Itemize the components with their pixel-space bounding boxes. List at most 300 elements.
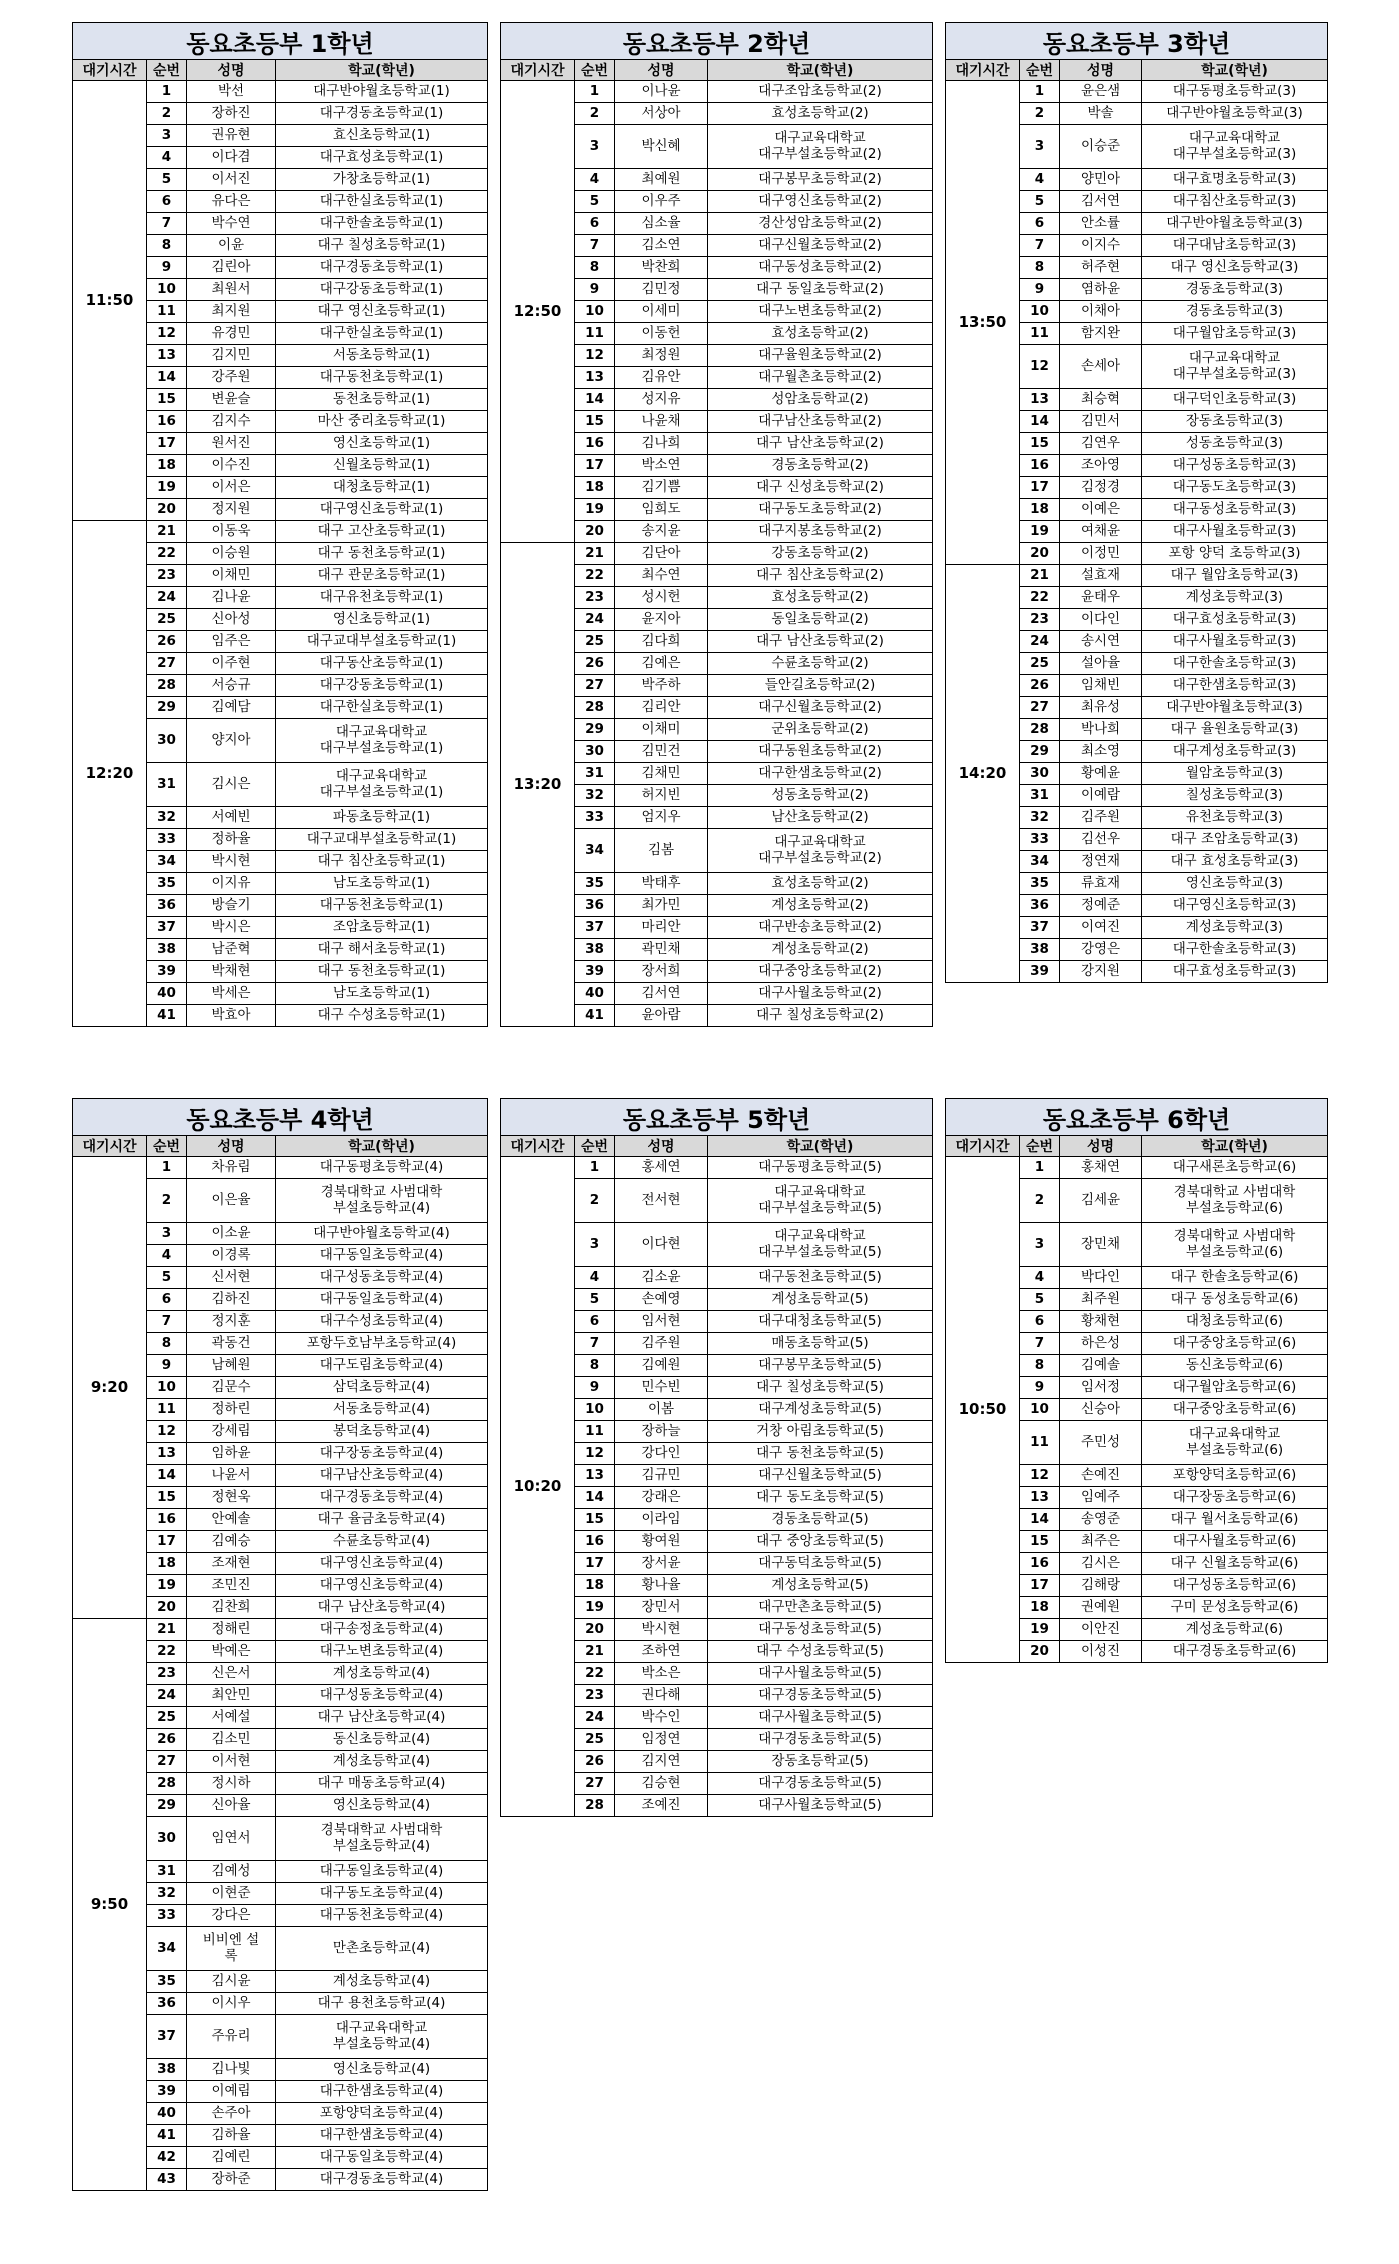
order-number: 28 [575, 1795, 615, 1817]
school-grade: 대구경동초등학교(5) [708, 1685, 933, 1707]
order-number: 12 [575, 345, 615, 367]
school-grade: 대구대남초등학교(3) [1142, 235, 1328, 257]
student-name: 임서정 [1060, 1377, 1142, 1399]
order-number: 5 [147, 169, 187, 191]
order-number: 30 [147, 719, 187, 763]
order-number: 11 [147, 1399, 187, 1421]
order-number: 4 [1020, 1267, 1060, 1289]
order-number: 16 [1020, 455, 1060, 477]
school-grade: 대구사월초등학교(5) [708, 1663, 933, 1685]
school-grade: 대구사월초등학교(6) [1142, 1531, 1328, 1553]
order-number: 3 [575, 1223, 615, 1267]
school-grade: 수륜초등학교(2) [708, 653, 933, 675]
school-grade: 대구동천초등학교(1) [276, 367, 488, 389]
grade-table [500, 22, 933, 1027]
student-name: 김서연 [1060, 191, 1142, 213]
school-grade: 계성초등학교(3) [1142, 917, 1328, 939]
order-number: 13 [147, 345, 187, 367]
student-name: 강지원 [1060, 961, 1142, 983]
school-grade: 대구만촌초등학교(5) [708, 1597, 933, 1619]
student-name: 안소률 [1060, 213, 1142, 235]
student-name: 임연서 [187, 1817, 276, 1861]
school-grade: 대구신월초등학교(5) [708, 1465, 933, 1487]
school-grade: 대구새론초등학교(6) [1142, 1157, 1328, 1179]
school-grade: 효신초등학교(1) [276, 125, 488, 147]
student-name: 허주현 [1060, 257, 1142, 279]
school-grade: 경산성암초등학교(2) [708, 213, 933, 235]
school-grade: 대구강동초등학교(1) [276, 675, 488, 697]
order-number: 25 [147, 609, 187, 631]
student-name: 박다인 [1060, 1267, 1142, 1289]
school-grade: 대구 동천초등학교(5) [708, 1443, 933, 1465]
school-grade: 들안길초등학교(2) [708, 675, 933, 697]
header-wait-time: 대기시간 [946, 1136, 1020, 1157]
school-grade: 대구 수성초등학교(1) [276, 1005, 488, 1027]
student-name: 장하늘 [615, 1421, 708, 1443]
grade-table [72, 1098, 488, 2191]
school-grade: 대구사월초등학교(5) [708, 1707, 933, 1729]
student-name: 유다은 [187, 191, 276, 213]
school-grade: 장동초등학교(3) [1142, 411, 1328, 433]
student-name: 이예림 [187, 2081, 276, 2103]
header-order: 순번 [147, 1136, 187, 1157]
school-grade: 경동초등학교(2) [708, 455, 933, 477]
school-grade: 대구경동초등학교(5) [708, 1773, 933, 1795]
student-name: 이서은 [187, 477, 276, 499]
school-grade: 대구한실초등학교(1) [276, 697, 488, 719]
student-name: 조하연 [615, 1641, 708, 1663]
school-grade: 동일초등학교(2) [708, 609, 933, 631]
order-number: 19 [147, 477, 187, 499]
student-name: 최예원 [615, 169, 708, 191]
school-grade: 대구월암초등학교(3) [1142, 323, 1328, 345]
order-number: 15 [575, 1509, 615, 1531]
order-number: 4 [575, 169, 615, 191]
school-grade: 경북대학교 사범대학 부설초등학교(4) [276, 1817, 488, 1861]
student-name: 김시윤 [187, 1971, 276, 1993]
student-name: 김시은 [187, 763, 276, 807]
order-number: 22 [1020, 587, 1060, 609]
student-name: 김소연 [615, 235, 708, 257]
student-name: 박신혜 [615, 125, 708, 169]
wait-time: 9:20 [73, 1157, 147, 1619]
school-grade: 대구 남산초등학교(4) [276, 1707, 488, 1729]
order-number: 15 [147, 389, 187, 411]
student-name: 정해린 [187, 1619, 276, 1641]
table-row [73, 81, 488, 103]
student-name: 여채윤 [1060, 521, 1142, 543]
school-grade: 대구경동초등학교(1) [276, 103, 488, 125]
student-name: 김예승 [187, 1531, 276, 1553]
school-grade: 대구 용천초등학교(4) [276, 1993, 488, 2015]
school-grade: 대구사월초등학교(2) [708, 983, 933, 1005]
student-name: 김지수 [187, 411, 276, 433]
table-row [946, 565, 1328, 587]
school-grade: 대구봉무초등학교(2) [708, 169, 933, 191]
student-name: 박나희 [1060, 719, 1142, 741]
school-grade: 대구동산초등학교(1) [276, 653, 488, 675]
school-grade: 대구한실초등학교(1) [276, 323, 488, 345]
order-number: 35 [147, 873, 187, 895]
grade-table [72, 22, 488, 1027]
grade-title: 동요초등부 1학년 [73, 23, 488, 60]
student-name: 남준혁 [187, 939, 276, 961]
order-number: 32 [147, 1883, 187, 1905]
order-number: 18 [575, 1575, 615, 1597]
school-grade: 대구성동초등학교(3) [1142, 455, 1328, 477]
order-number: 38 [147, 2059, 187, 2081]
order-number: 10 [1020, 1399, 1060, 1421]
school-grade: 대구동덕초등학교(5) [708, 1553, 933, 1575]
student-name: 김지연 [615, 1751, 708, 1773]
school-grade: 대구덕인초등학교(3) [1142, 389, 1328, 411]
student-name: 이동헌 [615, 323, 708, 345]
header-order: 순번 [147, 60, 187, 81]
school-grade: 대구 조암초등학교(3) [1142, 829, 1328, 851]
school-grade: 남도초등학교(1) [276, 983, 488, 1005]
student-name: 장민서 [615, 1597, 708, 1619]
header-name: 성명 [1060, 1136, 1142, 1157]
order-number: 7 [1020, 1333, 1060, 1355]
order-number: 38 [1020, 939, 1060, 961]
school-grade: 성암초등학교(2) [708, 389, 933, 411]
order-number: 20 [1020, 1641, 1060, 1663]
school-grade: 대구한샘초등학교(3) [1142, 675, 1328, 697]
student-name: 김예은 [615, 653, 708, 675]
school-grade: 대구반야월초등학교(3) [1142, 697, 1328, 719]
order-number: 5 [1020, 191, 1060, 213]
school-grade: 대구지봉초등학교(2) [708, 521, 933, 543]
order-number: 7 [575, 235, 615, 257]
student-name: 권다해 [615, 1685, 708, 1707]
school-grade: 동신초등학교(4) [276, 1729, 488, 1751]
header-name: 성명 [615, 1136, 708, 1157]
order-number: 24 [147, 1685, 187, 1707]
student-name: 이예은 [1060, 499, 1142, 521]
order-number: 21 [575, 543, 615, 565]
school-grade: 대구영신초등학교(2) [708, 191, 933, 213]
school-grade: 유천초등학교(3) [1142, 807, 1328, 829]
school-grade: 대구 동성초등학교(6) [1142, 1289, 1328, 1311]
school-grade: 효성초등학교(2) [708, 587, 933, 609]
order-number: 17 [147, 1531, 187, 1553]
student-name: 양지아 [187, 719, 276, 763]
student-name: 장하준 [187, 2169, 276, 2191]
school-grade: 계성초등학교(4) [276, 1751, 488, 1773]
school-grade: 영신초등학교(3) [1142, 873, 1328, 895]
order-number: 9 [1020, 279, 1060, 301]
order-number: 1 [147, 1157, 187, 1179]
order-number: 31 [147, 763, 187, 807]
school-grade: 대구동원초등학교(2) [708, 741, 933, 763]
school-grade: 대구반야월초등학교(4) [276, 1223, 488, 1245]
table-row [501, 81, 933, 103]
student-name: 김민서 [1060, 411, 1142, 433]
student-name: 임예주 [1060, 1487, 1142, 1509]
student-name: 정현욱 [187, 1487, 276, 1509]
student-name: 정예준 [1060, 895, 1142, 917]
student-name: 김단아 [615, 543, 708, 565]
school-grade: 대구신월초등학교(2) [708, 697, 933, 719]
student-name: 김찬희 [187, 1597, 276, 1619]
header-wait-time: 대기시간 [73, 60, 147, 81]
order-number: 38 [575, 939, 615, 961]
school-grade: 성동초등학교(2) [708, 785, 933, 807]
school-grade: 매동초등학교(5) [708, 1333, 933, 1355]
student-name: 변윤슬 [187, 389, 276, 411]
order-number: 29 [147, 697, 187, 719]
order-number: 7 [147, 1311, 187, 1333]
student-name: 나윤채 [615, 411, 708, 433]
school-grade: 대구동도초등학교(3) [1142, 477, 1328, 499]
school-grade: 칠성초등학교(3) [1142, 785, 1328, 807]
school-grade: 대구사월초등학교(3) [1142, 631, 1328, 653]
order-number: 28 [575, 697, 615, 719]
student-name: 강다인 [615, 1443, 708, 1465]
order-number: 19 [575, 499, 615, 521]
school-grade: 포항두호남부초등학교(4) [276, 1333, 488, 1355]
order-number: 29 [1020, 741, 1060, 763]
school-grade: 거창 아림초등학교(5) [708, 1421, 933, 1443]
order-number: 26 [575, 1751, 615, 1773]
student-name: 이경록 [187, 1245, 276, 1267]
student-name: 양민아 [1060, 169, 1142, 191]
student-name: 손주아 [187, 2103, 276, 2125]
order-number: 19 [1020, 521, 1060, 543]
school-grade: 대구 동천초등학교(1) [276, 961, 488, 983]
order-number: 10 [1020, 301, 1060, 323]
school-grade: 대구한샘초등학교(4) [276, 2081, 488, 2103]
order-number: 1 [575, 81, 615, 103]
order-number: 22 [575, 1663, 615, 1685]
school-grade: 경북대학교 사범대학 부설초등학교(6) [1142, 1179, 1328, 1223]
order-number: 13 [575, 1465, 615, 1487]
order-number: 9 [147, 257, 187, 279]
student-name: 이승원 [187, 543, 276, 565]
student-name: 김하율 [187, 2125, 276, 2147]
order-number: 8 [1020, 1355, 1060, 1377]
order-number: 18 [147, 455, 187, 477]
school-grade: 포항 양덕 초등학교(3) [1142, 543, 1328, 565]
order-number: 39 [575, 961, 615, 983]
school-grade: 대구경동초등학교(6) [1142, 1641, 1328, 1663]
student-name: 김소민 [187, 1729, 276, 1751]
student-name: 장서희 [615, 961, 708, 983]
school-grade: 대구 칠성초등학교(2) [708, 1005, 933, 1027]
student-name: 나윤서 [187, 1465, 276, 1487]
school-grade: 대구 수성초등학교(5) [708, 1641, 933, 1663]
order-number: 6 [1020, 213, 1060, 235]
school-grade: 포항양덕초등학교(6) [1142, 1465, 1328, 1487]
student-name: 권유현 [187, 125, 276, 147]
student-name: 황예윤 [1060, 763, 1142, 785]
school-grade: 대구계성초등학교(5) [708, 1399, 933, 1421]
student-name: 이여진 [1060, 917, 1142, 939]
order-number: 18 [575, 477, 615, 499]
grade-title: 동요초등부 2학년 [501, 23, 933, 60]
header-school: 학교(학년) [276, 1136, 488, 1157]
order-number: 8 [1020, 257, 1060, 279]
order-number: 41 [147, 1005, 187, 1027]
table-row [501, 1157, 933, 1179]
school-grade: 대구강동초등학교(1) [276, 279, 488, 301]
student-name: 이승준 [1060, 125, 1142, 169]
student-name: 이채미 [615, 719, 708, 741]
order-number: 18 [1020, 499, 1060, 521]
school-grade: 경북대학교 사범대학 부설초등학교(6) [1142, 1223, 1328, 1267]
student-name: 최주은 [1060, 1531, 1142, 1553]
student-name: 장하진 [187, 103, 276, 125]
student-name: 신아성 [187, 609, 276, 631]
school-grade: 대구동평초등학교(4) [276, 1157, 488, 1179]
student-name: 이정민 [1060, 543, 1142, 565]
order-number: 34 [1020, 851, 1060, 873]
table-row [73, 1619, 488, 1641]
order-number: 6 [575, 213, 615, 235]
wait-time: 9:50 [73, 1619, 147, 2191]
student-name: 윤지아 [615, 609, 708, 631]
order-number: 12 [1020, 345, 1060, 389]
student-name: 이성진 [1060, 1641, 1142, 1663]
student-name: 임채빈 [1060, 675, 1142, 697]
student-name: 성지유 [615, 389, 708, 411]
order-number: 37 [147, 2015, 187, 2059]
student-name: 이다인 [1060, 609, 1142, 631]
order-number: 40 [147, 2103, 187, 2125]
student-name: 홍채연 [1060, 1157, 1142, 1179]
grade-table [945, 1098, 1328, 1663]
school-grade: 대구조암초등학교(2) [708, 81, 933, 103]
table-row [73, 521, 488, 543]
order-number: 13 [1020, 389, 1060, 411]
school-grade: 대구효성초등학교(3) [1142, 961, 1328, 983]
school-grade: 대구월암초등학교(6) [1142, 1377, 1328, 1399]
school-grade: 대구유천초등학교(1) [276, 587, 488, 609]
order-number: 39 [147, 2081, 187, 2103]
order-number: 7 [575, 1333, 615, 1355]
student-name: 김예성 [187, 1861, 276, 1883]
student-name: 이서진 [187, 169, 276, 191]
student-name: 송영준 [1060, 1509, 1142, 1531]
school-grade: 대구 율금초등학교(4) [276, 1509, 488, 1531]
school-grade: 대구동천초등학교(4) [276, 1905, 488, 1927]
school-grade: 경동초등학교(3) [1142, 301, 1328, 323]
school-grade: 대구교육대학교 대구부설초등학교(2) [708, 829, 933, 873]
student-name: 김예원 [615, 1355, 708, 1377]
student-name: 조아영 [1060, 455, 1142, 477]
student-name: 임서현 [615, 1311, 708, 1333]
school-grade: 대구노변초등학교(4) [276, 1641, 488, 1663]
order-number: 9 [1020, 1377, 1060, 1399]
student-name: 김세윤 [1060, 1179, 1142, 1223]
order-number: 15 [1020, 1531, 1060, 1553]
school-grade: 서동초등학교(1) [276, 345, 488, 367]
school-grade: 대구 관문초등학교(1) [276, 565, 488, 587]
school-grade: 효성초등학교(2) [708, 103, 933, 125]
school-grade: 계성초등학교(3) [1142, 587, 1328, 609]
order-number: 1 [575, 1157, 615, 1179]
student-name: 조예진 [615, 1795, 708, 1817]
school-grade: 대구교육대학교 대구부설초등학교(2) [708, 125, 933, 169]
student-name: 이수진 [187, 455, 276, 477]
school-grade: 대구남산초등학교(2) [708, 411, 933, 433]
order-number: 2 [1020, 103, 1060, 125]
school-grade: 대구율원초등학교(2) [708, 345, 933, 367]
school-grade: 대구교육대학교 대구부설초등학교(3) [1142, 125, 1328, 169]
student-name: 박채현 [187, 961, 276, 983]
order-number: 21 [147, 1619, 187, 1641]
order-number: 32 [575, 785, 615, 807]
school-grade: 대구 중앙초등학교(5) [708, 1531, 933, 1553]
student-name: 박소은 [615, 1663, 708, 1685]
student-name: 최수연 [615, 565, 708, 587]
order-number: 24 [575, 609, 615, 631]
order-number: 37 [575, 917, 615, 939]
order-number: 42 [147, 2147, 187, 2169]
order-number: 1 [147, 81, 187, 103]
student-name: 홍세연 [615, 1157, 708, 1179]
student-name: 최승혁 [1060, 389, 1142, 411]
student-name: 김주원 [1060, 807, 1142, 829]
school-grade: 경동초등학교(3) [1142, 279, 1328, 301]
student-name: 강영은 [1060, 939, 1142, 961]
student-name: 권예원 [1060, 1597, 1142, 1619]
school-grade: 대구반송초등학교(2) [708, 917, 933, 939]
school-grade: 장동초등학교(5) [708, 1751, 933, 1773]
student-name: 김유안 [615, 367, 708, 389]
school-grade: 효성초등학교(2) [708, 873, 933, 895]
student-name: 윤은샘 [1060, 81, 1142, 103]
order-number: 23 [147, 565, 187, 587]
student-name: 이다현 [615, 1223, 708, 1267]
order-number: 26 [147, 1729, 187, 1751]
order-number: 36 [1020, 895, 1060, 917]
student-name: 이나윤 [615, 81, 708, 103]
student-name: 김민건 [615, 741, 708, 763]
grade-table [500, 1098, 933, 1817]
order-number: 6 [575, 1311, 615, 1333]
student-name: 박효아 [187, 1005, 276, 1027]
school-grade: 군위초등학교(2) [708, 719, 933, 741]
school-grade: 서동초등학교(4) [276, 1399, 488, 1421]
wait-time: 13:50 [946, 81, 1020, 565]
school-grade: 대구한실초등학교(1) [276, 191, 488, 213]
order-number: 40 [575, 983, 615, 1005]
school-grade: 대구 영신초등학교(3) [1142, 257, 1328, 279]
student-name: 신은서 [187, 1663, 276, 1685]
order-number: 21 [1020, 565, 1060, 587]
student-name: 염하윤 [1060, 279, 1142, 301]
student-name: 이시우 [187, 1993, 276, 2015]
order-number: 12 [147, 323, 187, 345]
student-name: 신승아 [1060, 1399, 1142, 1421]
order-number: 16 [1020, 1553, 1060, 1575]
order-number: 21 [147, 521, 187, 543]
school-grade: 대구동성초등학교(3) [1142, 499, 1328, 521]
order-number: 26 [575, 653, 615, 675]
student-name: 김나희 [615, 433, 708, 455]
grade-title: 동요초등부 3학년 [946, 23, 1328, 60]
school-grade: 대구교육대학교 대구부설초등학교(5) [708, 1223, 933, 1267]
school-grade: 대구교육대학교 대구부설초등학교(5) [708, 1179, 933, 1223]
order-number: 9 [147, 1355, 187, 1377]
student-name: 이봄 [615, 1399, 708, 1421]
student-name: 서상아 [615, 103, 708, 125]
school-grade: 봉덕초등학교(4) [276, 1421, 488, 1443]
school-grade: 대구교대부설초등학교(1) [276, 631, 488, 653]
order-number: 8 [575, 1355, 615, 1377]
school-grade: 영신초등학교(4) [276, 1795, 488, 1817]
